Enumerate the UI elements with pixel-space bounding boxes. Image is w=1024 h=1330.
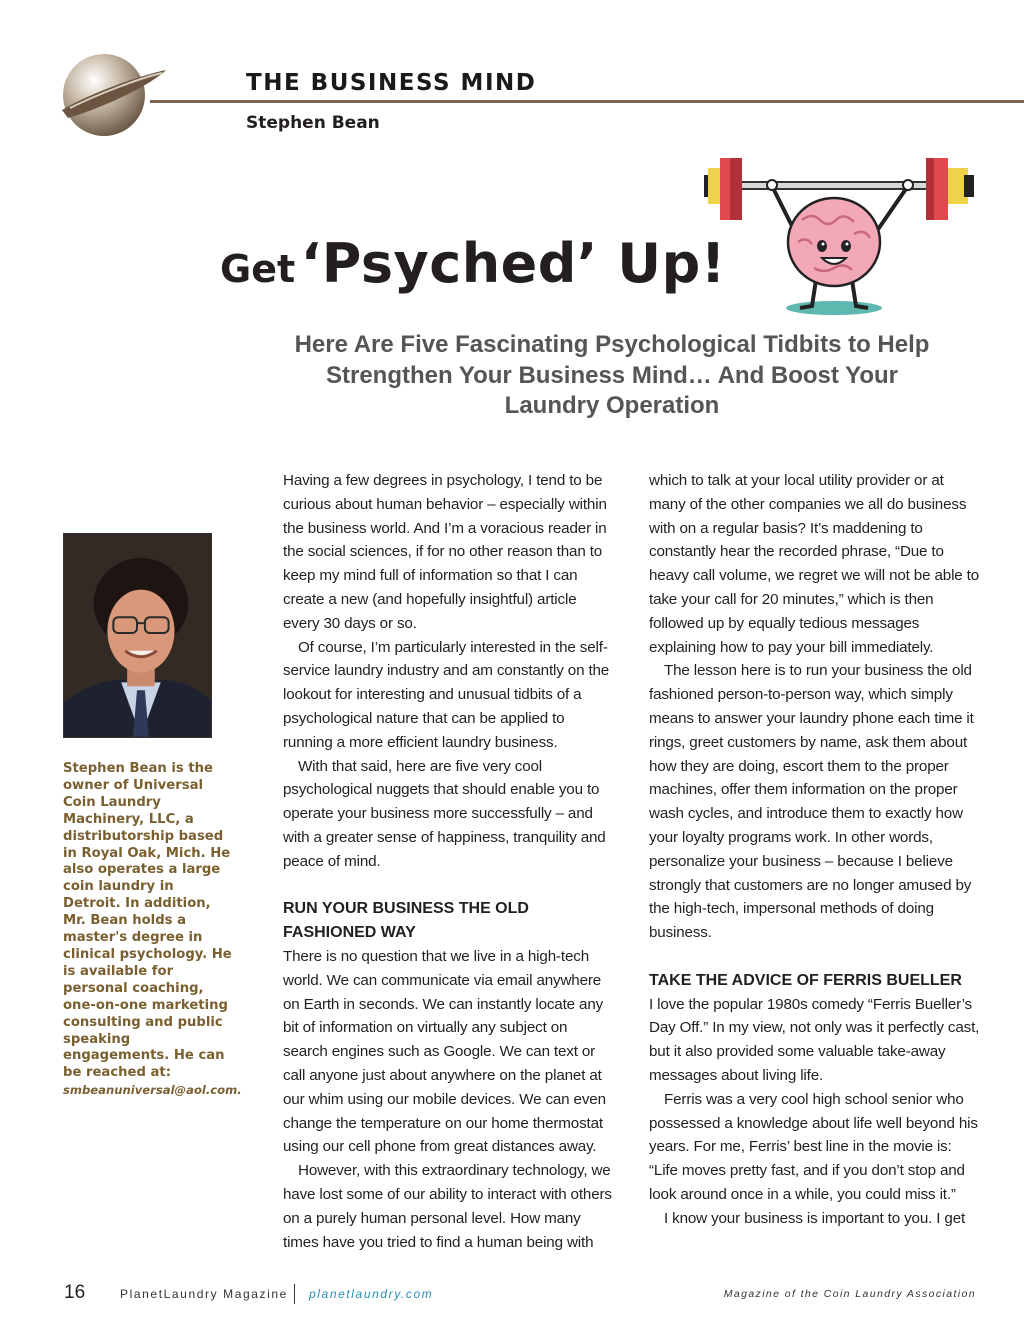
page-footer (0, 1282, 1024, 1308)
section-subhead: RUN YOUR BUSINESS THE OLD FASHIONED WAY (283, 900, 529, 942)
body-paragraph: The lesson here is to run your business the old fashioned person-to-person way, which simply means to answer your laundry phone each time it rings, greet customers by name, ask them about how they are doing, escort them to the proper machines, offer them information on the proper wash cycles, and introduce them to exactly how your loyalty programs work. In other words, personalize your business – because I believe strongly that customers are no longer amused by the high-tech, impersonal methods of doing business. (649, 662, 974, 942)
magazine-name: PlanetLaundry Magazine (120, 1287, 288, 1301)
planet-logo-icon (58, 48, 170, 140)
column-title: THE BUSINESS MIND (246, 70, 537, 96)
article-column-1 (283, 469, 615, 1254)
body-paragraph: There is no question that we live in a high-tech world. We can communicate via email anywhere on Earth in seconds. We can instantly locate any bit of information on virtually any subject on search engines such as Google. We can text or call anyone just about anywhere on the planet at our whim using our mobile devices. We can even change the temperature on our home thermostat using our cell phone from great distances away. (283, 947, 606, 1156)
author-bio-text: Stephen Bean is the owner of Universal Coin Laundry Machinery, LLC, a distributorship based in Royal Oak, Mich. He also operates a large coin laundry in Detroit. In addition, Mr. Bean holds a master's degree in clinical psychology. He is available for personal coaching, one-on-one marketing consulting and public speaking engagements. He can be reached at: (63, 761, 232, 1081)
headline-big: ‘Psyched’ Up! (300, 232, 726, 295)
author-photo (63, 533, 212, 738)
headline-small: Get (220, 247, 296, 291)
header-rule (150, 100, 1024, 103)
body-paragraph: I love the popular 1980s comedy “Ferris Bueller’s Day Off.” In my view, not only was it perfectly cast, but it also provided some valuable take-away messages about living life. (649, 995, 980, 1084)
association-tagline: Magazine of the Coin Laundry Association (723, 1288, 976, 1300)
author-email[interactable]: smbeanuniversal@aol.com. (63, 1083, 242, 1098)
body-paragraph: Having a few degrees in psychology, I tend to be curious about human behavior – especially within the business world. And I’m a voracious reader in the social sciences, if for no other reason than to keep my mind full of information so that I can create a new (and hopefully insightful) article every 30 days or so. (283, 472, 607, 632)
body-paragraph: With that said, here are five very cool psychological nuggets that should enable you to operate your business more successfully – and with a greater sense of happiness, tranquility and peace of mind. (283, 757, 606, 870)
body-paragraph: I know your business is important to you. I get (664, 1209, 966, 1227)
author-bio (63, 761, 242, 1099)
body-paragraph: which to talk at your local utility provider or at many of the other companies we all do business with on a regular basis? It’s maddening to constantly hear the recorded phrase, “Due to heavy call volume, we regret we will not be able to take your call for 20 minutes,” which is then followed up by equally tedious messages explaining how to pay your bill immediately. (649, 472, 980, 656)
article-deck: Here Are Five Fascinating Psychological Tidbits to Help Strengthen Your Business Mind… And Boost Your Laundry Operation (294, 331, 930, 419)
page-number: 16 (64, 1282, 86, 1303)
body-paragraph: Ferris was a very cool high school senior who possessed a knowledge about life well beyond his years. For me, Ferris’ best line in the movie is: “Life moves pretty fast, and if you don’t stop and look around once in a while, you could miss it.” (649, 1090, 978, 1203)
article-column-2 (649, 469, 983, 1231)
body-paragraph: Of course, I’m particularly interested in the self-service laundry industry and am constantly on the lookout for interesting and unusual tidbits of a psychological nature that can be applied to running a more efficient laundry business. (283, 638, 610, 751)
brain-weightlifter-illustration (694, 150, 984, 320)
footer-divider (294, 1284, 295, 1304)
author-name: Stephen Bean (246, 113, 380, 133)
body-paragraph: However, with this extraordinary technology, we have lost some of our ability to interact with others on a purely human personal level. How many times have you tried to find a human being with (283, 1162, 612, 1251)
website-link[interactable]: planetlaundry.com (309, 1287, 434, 1301)
section-subhead: TAKE THE ADVICE OF FERRIS BUELLER (649, 971, 962, 989)
headline (220, 232, 726, 295)
